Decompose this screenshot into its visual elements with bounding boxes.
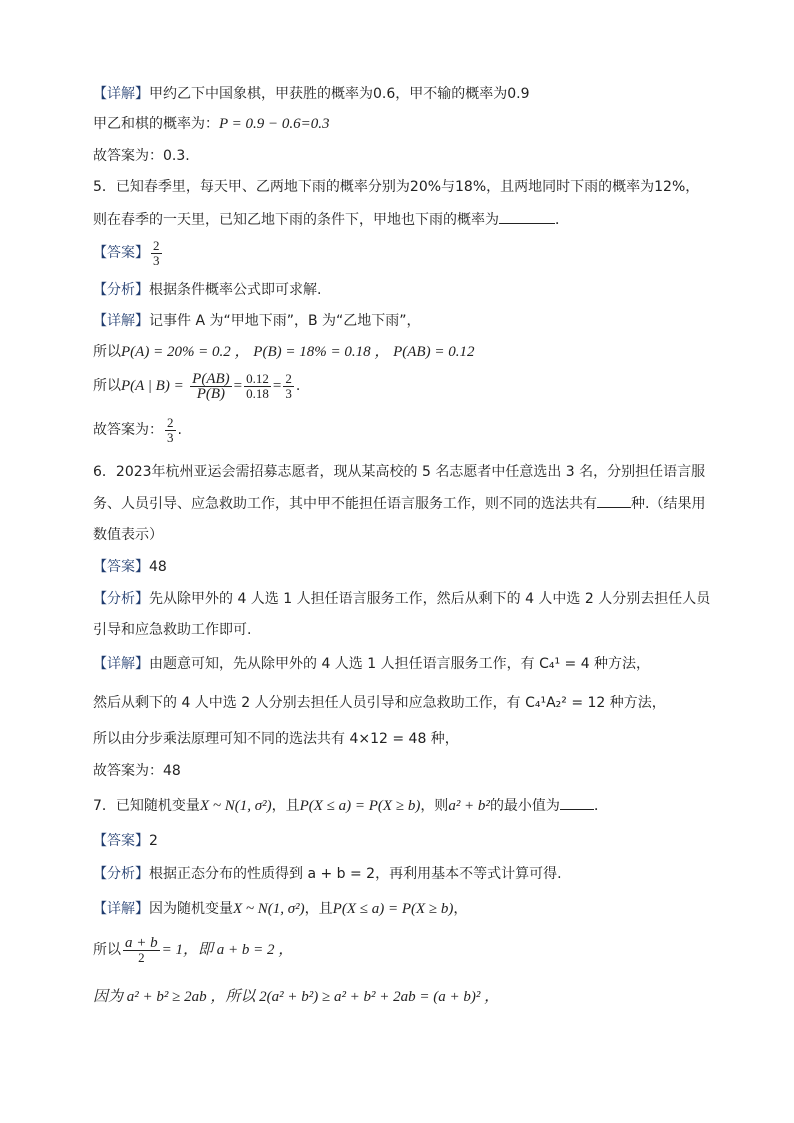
question-text: 6．2023年杭州亚运会需招募志愿者，现从某高校的 5 名志愿者中任意选出 3 名，分别担任语言服 (93, 464, 706, 480)
cond-prob-lhs: P(A | B) = (121, 378, 184, 394)
detail-tag: 【详解】 (93, 656, 149, 672)
question-6-line-2 (93, 493, 705, 513)
question-math: a² + b² (448, 798, 490, 814)
q6-detail-line-3 (93, 729, 459, 749)
q6-analysis-line-2 (93, 620, 251, 640)
detail-text: ， (453, 901, 468, 917)
numerator: a + b (125, 934, 158, 951)
q5-detail-line-3: 所以P(A | B) = $\frac{P(AB)}{P(B)}$ = $\frac{0.12}{0.18}$ = $\frac{2}{3}$ . (93, 370, 301, 402)
detail-line-1 (93, 84, 530, 104)
denominator: 3 (167, 429, 174, 445)
detail-text: 记事件 A 为“甲地下雨”，B 为“乙地下雨”， (149, 313, 421, 329)
question-6-line-1 (93, 462, 705, 482)
numerator: P(AB) (192, 370, 230, 387)
q5-detail-line-1 (93, 311, 421, 331)
answer-fraction (165, 416, 176, 445)
q6-detail-line-1 (93, 654, 650, 674)
q7-detail-line-3 (93, 987, 499, 1007)
analysis-tag: 【分析】 (93, 282, 149, 298)
q6-detail-line-4 (93, 761, 181, 781)
q5-conclusion-line: 故答案为： $\frac{2}{3}$ . (93, 414, 182, 445)
analysis-text: 先从除甲外的 4 人选 1 人担任语言服务工作，然后从剩下的 4 人中选 2 人分别去担任人员 (149, 591, 711, 607)
analysis-tag: 【分析】 (93, 591, 149, 607)
q5-analysis-line (93, 280, 321, 300)
numerator: 2 (285, 370, 292, 386)
answer-tag: 【答案】 (93, 833, 149, 849)
detail-math: P(A) = 20% = 0.2 ， P(B) = 18% = 0.18 ， P(AB) = 0.12 (121, 344, 475, 360)
detail-text: 故答案为：48 (93, 763, 181, 779)
question-5-line-2 (93, 209, 569, 229)
answer-conclusion-4 (93, 146, 190, 166)
fraction-a-plus-b (123, 936, 160, 965)
answer-tag: 【答案】 (93, 245, 149, 261)
question-text: 则在春季的一天里，已知乙地下雨的条件下，甲地也下雨的概率为 (93, 212, 499, 228)
q7-answer-line (93, 831, 158, 851)
fraction-decimal (244, 372, 271, 401)
detail-tag: 【详解】 (93, 86, 149, 102)
fraction-result (283, 372, 294, 401)
denominator: 3 (285, 385, 292, 401)
answer-fraction (151, 239, 162, 268)
q7-analysis-line (93, 864, 562, 884)
detail-tag: 【详解】 (93, 313, 149, 329)
answer-value: 2 (149, 833, 158, 849)
answer-blank (499, 209, 555, 224)
detail-prefix: 所以 (93, 942, 121, 958)
draw-prob-text: 甲乙和棋的概率为： (93, 116, 219, 132)
question-end: 种.（结果用 (631, 496, 706, 512)
denominator: P(B) (196, 385, 226, 402)
answer-value: 48 (149, 559, 167, 575)
detail-prefix: 所以 (93, 378, 121, 394)
detail-tag: 【详解】 (93, 901, 149, 917)
q5-detail-line-2 (93, 342, 474, 362)
detail-text: 因为随机变量 (149, 901, 233, 917)
detail-math: X ~ N(1, σ²) (233, 901, 305, 917)
answer-prefix: 故答案为： (93, 422, 163, 438)
draw-prob-math: P = 0.9 − 0.6=0.3 (219, 116, 330, 132)
question-7-line-1 (93, 795, 608, 815)
question-text: 的最小值为 (489, 798, 560, 814)
q5-answer-line (93, 233, 164, 273)
answer-text: 故答案为：0.3. (93, 148, 190, 164)
detail-math: P(X ≤ a) = P(X ≥ b) (332, 901, 454, 917)
question-text: ，则 (420, 798, 449, 814)
detail-prefix: 所以 (93, 344, 121, 360)
question-6-line-3 (93, 525, 163, 545)
answer-blank (597, 493, 631, 508)
analysis-text: 引导和应急救助工作即可. (93, 622, 252, 638)
q7-detail-line-2 (93, 930, 293, 970)
answer-tag: 【答案】 (93, 559, 149, 575)
question-text: 数值表示） (93, 527, 163, 543)
denominator: 2 (138, 949, 145, 965)
question-math: X ~ N(1, σ²) (199, 798, 272, 814)
analysis-tag: 【分析】 (93, 866, 149, 882)
answer-blank (560, 795, 594, 810)
denominator: 0.18 (246, 385, 269, 401)
question-text: 7．已知随机变量 (93, 798, 200, 814)
fraction-pab-pb (190, 372, 231, 401)
numerator: 0.12 (246, 370, 269, 386)
detail-line-2 (93, 114, 330, 134)
detail-text: 由题意可知，先从除甲外的 4 人选 1 人担任语言服务工作，有 C₄¹ = 4 种方法， (149, 656, 651, 672)
analysis-text: 根据条件概率公式即可求解. (149, 282, 322, 298)
question-5-line-1 (93, 177, 699, 197)
question-end: ． (555, 212, 569, 228)
q7-detail-line-1 (93, 899, 467, 919)
question-text: ，且 (271, 798, 300, 814)
detail-text: 甲约乙下中国象棋，甲获胜的概率为0.6，甲不输的概率为0.9 (149, 86, 530, 102)
q6-answer-line (93, 557, 167, 577)
detail-math: 因为 a² + b² ≥ 2ab ，所以 2(a² + b²) ≥ a² + b² + 2ab = (a + b)² ， (93, 989, 500, 1005)
question-text: 务、人员引导、应急救助工作，其中甲不能担任语言服务工作，则不同的选法共有 (93, 496, 597, 512)
q6-analysis-line-1 (93, 589, 710, 609)
numerator: 2 (153, 237, 160, 253)
numerator: 2 (167, 414, 174, 430)
q6-detail-line-2 (93, 693, 666, 713)
detail-text: 然后从剩下的 4 人中选 2 人分别去担任人员引导和应急救助工作，有 C₄¹A₂² = 12 种方法， (93, 695, 666, 711)
detail-math: = 1，即 a + b = 2 ， (161, 942, 294, 958)
denominator: 3 (153, 252, 160, 268)
detail-text: 所以由分步乘法原理可知不同的选法共有 4×12 = 48 种， (93, 731, 459, 747)
analysis-text: 根据正态分布的性质得到 a + b = 2，再利用基本不等式计算可得. (149, 866, 562, 882)
question-end: ． (593, 798, 608, 814)
question-text: 5．已知春季里，每天甲、乙两地下雨的概率分别为20%与18%，且两地同时下雨的概率为12%， (93, 179, 700, 195)
detail-text: ，且 (304, 901, 333, 917)
question-math: P(X ≤ a) = P(X ≥ b) (299, 798, 421, 814)
